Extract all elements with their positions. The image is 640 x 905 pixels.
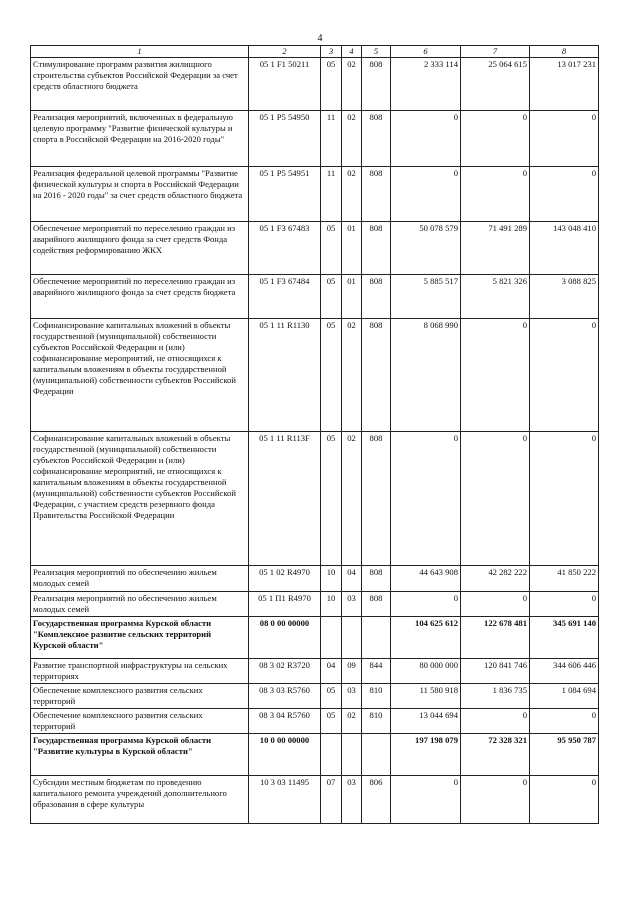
- table-row: [31, 565, 599, 591]
- row-name-cell: Развитие транспортной инфраструктуры на сельских территориях: [31, 658, 249, 683]
- row-value-2020-cell: 0: [461, 431, 530, 565]
- budget-table: [30, 45, 599, 824]
- row-value-2019-cell: 11 580 918: [391, 683, 461, 708]
- row-kvr-cell: 810: [362, 683, 391, 708]
- table-row: [31, 166, 599, 221]
- row-name-cell: Обеспечение мероприятий по переселению граждан из аварийного жилищного фонда за счет средств бюджета: [31, 274, 249, 318]
- row-subsection-cell: 02: [342, 166, 362, 221]
- row-value-2020-cell: 42 282 222: [461, 565, 530, 591]
- row-value-2020-cell: 0: [461, 318, 530, 431]
- row-section-cell: 10: [321, 591, 342, 616]
- row-value-2021-cell: 345 691 140: [530, 616, 599, 658]
- row-name-cell: Софинансирование капитальных вложений в объекты государственной (муниципальной) собственности субъектов Российской Федерации и (или) софинансирование мероприятий, не относящихся к капитальным вложениям в объекты государственной (муниципальной) собственности субъектов Российской Федерации, с участием средств резервного фонда Правительства Российской Федерации: [31, 431, 249, 565]
- row-value-2019-cell: 50 078 579: [391, 221, 461, 274]
- row-kvr-cell: [362, 733, 391, 775]
- row-kvr-cell: 808: [362, 166, 391, 221]
- row-code-cell: 05 1 F3 67483: [249, 221, 321, 274]
- row-subsection-cell: 03: [342, 683, 362, 708]
- row-value-2020-cell: 71 491 289: [461, 221, 530, 274]
- column-header: 4: [342, 46, 362, 58]
- row-kvr-cell: 808: [362, 431, 391, 565]
- table-row: [31, 683, 599, 708]
- row-kvr-cell: 806: [362, 775, 391, 823]
- row-kvr-cell: 808: [362, 274, 391, 318]
- row-section-cell: [321, 616, 342, 658]
- row-section-cell: 11: [321, 110, 342, 166]
- row-value-2019-cell: 0: [391, 431, 461, 565]
- row-name-cell: Обеспечение комплексного развития сельских территорий: [31, 683, 249, 708]
- row-value-2020-cell: 0: [461, 708, 530, 733]
- column-header: 2: [249, 46, 321, 58]
- row-value-2021-cell: 344 606 446: [530, 658, 599, 683]
- row-code-cell: 05 1 P5 54950: [249, 110, 321, 166]
- row-value-2021-cell: 0: [530, 318, 599, 431]
- row-code-cell: 05 1 F3 67484: [249, 274, 321, 318]
- column-header: 7: [461, 46, 530, 58]
- row-section-cell: 11: [321, 166, 342, 221]
- row-value-2020-cell: 5 821 326: [461, 274, 530, 318]
- row-name-cell: Обеспечение мероприятий по переселению граждан из аварийного жилищного фонда за счет средств Фонда содействия реформированию ЖКХ: [31, 221, 249, 274]
- row-name-cell: Обеспечение комплексного развития сельских территорий: [31, 708, 249, 733]
- row-value-2020-cell: 25 064 615: [461, 57, 530, 110]
- table-row: [31, 221, 599, 274]
- row-value-2019-cell: 0: [391, 591, 461, 616]
- column-header: 5: [362, 46, 391, 58]
- row-value-2021-cell: 0: [530, 110, 599, 166]
- row-value-2019-cell: 5 885 517: [391, 274, 461, 318]
- row-subsection-cell: 02: [342, 708, 362, 733]
- table-row: [31, 708, 599, 733]
- row-code-cell: 08 0 00 00000: [249, 616, 321, 658]
- row-name-cell: Реализация мероприятий по обеспечению жильем молодых семей: [31, 565, 249, 591]
- row-value-2019-cell: 44 643 908: [391, 565, 461, 591]
- row-section-cell: [321, 733, 342, 775]
- row-value-2019-cell: 13 044 694: [391, 708, 461, 733]
- row-subsection-cell: [342, 616, 362, 658]
- row-value-2019-cell: 8 068 990: [391, 318, 461, 431]
- row-kvr-cell: 808: [362, 318, 391, 431]
- row-section-cell: 05: [321, 57, 342, 110]
- table-header-row: [31, 46, 599, 58]
- row-code-cell: 08 3 04 R5760: [249, 708, 321, 733]
- row-section-cell: 05: [321, 221, 342, 274]
- row-value-2020-cell: 120 841 746: [461, 658, 530, 683]
- row-name-cell: Стимулирование программ развития жилищного строительства субъектов Российской Федерации за счет средств областного бюджета: [31, 57, 249, 110]
- row-code-cell: 05 1 П1 R4970: [249, 591, 321, 616]
- row-value-2019-cell: 0: [391, 110, 461, 166]
- row-code-cell: 05 1 P5 54951: [249, 166, 321, 221]
- row-value-2020-cell: 0: [461, 591, 530, 616]
- row-section-cell: 04: [321, 658, 342, 683]
- row-kvr-cell: 808: [362, 591, 391, 616]
- row-kvr-cell: 808: [362, 110, 391, 166]
- row-kvr-cell: 844: [362, 658, 391, 683]
- row-name-cell: Софинансирование капитальных вложений в объекты государственной (муниципальной) собственности субъектов Российской Федерации и (или) софинансирование мероприятий, не относящихся к капитальным вложениям в объекты государственной (муниципальной) собственности субъектов Российской Федерации: [31, 318, 249, 431]
- table-row: [31, 274, 599, 318]
- table-row: [31, 733, 599, 775]
- row-value-2021-cell: 0: [530, 708, 599, 733]
- row-subsection-cell: 02: [342, 110, 362, 166]
- row-section-cell: 05: [321, 708, 342, 733]
- row-code-cell: 05 1 F1 50211: [249, 57, 321, 110]
- row-section-cell: 05: [321, 274, 342, 318]
- row-name-cell: Государственная программа Курской области "Развитие культуры в Курской области": [31, 733, 249, 775]
- row-value-2021-cell: 3 088 825: [530, 274, 599, 318]
- table-row: [31, 616, 599, 658]
- column-header: 8: [530, 46, 599, 58]
- row-section-cell: 05: [321, 318, 342, 431]
- table-row: [31, 318, 599, 431]
- row-section-cell: 05: [321, 431, 342, 565]
- row-value-2020-cell: 0: [461, 110, 530, 166]
- row-name-cell: Реализация мероприятий, включенных в федеральную целевую программу "Развитие физической культуры и спорта в Российской Федерации на 2016-2020 годы": [31, 110, 249, 166]
- row-name-cell: Реализация федеральной целевой программы "Развитие физической культуры и спорта в Российской Федерации на 2016 - 2020 годы" за счет средств областного бюджета: [31, 166, 249, 221]
- row-subsection-cell: 04: [342, 565, 362, 591]
- row-value-2019-cell: 80 000 000: [391, 658, 461, 683]
- row-subsection-cell: 02: [342, 431, 362, 565]
- row-value-2021-cell: 0: [530, 775, 599, 823]
- column-header: 6: [391, 46, 461, 58]
- table-row: [31, 57, 599, 110]
- row-value-2019-cell: 197 198 079: [391, 733, 461, 775]
- row-name-cell: Субсидии местным бюджетам по проведению капитального ремонта учреждений дополнительного образования в сфере культуры: [31, 775, 249, 823]
- row-kvr-cell: 808: [362, 57, 391, 110]
- table-row: [31, 431, 599, 565]
- row-subsection-cell: 03: [342, 775, 362, 823]
- row-value-2020-cell: 122 678 481: [461, 616, 530, 658]
- table-row: [31, 591, 599, 616]
- row-kvr-cell: 808: [362, 565, 391, 591]
- row-subsection-cell: 01: [342, 274, 362, 318]
- row-value-2021-cell: 95 950 787: [530, 733, 599, 775]
- row-code-cell: 05 1 02 R4970: [249, 565, 321, 591]
- row-value-2019-cell: 0: [391, 775, 461, 823]
- row-code-cell: 10 0 00 00000: [249, 733, 321, 775]
- row-value-2021-cell: 13 017 231: [530, 57, 599, 110]
- table-row: [31, 110, 599, 166]
- row-kvr-cell: 810: [362, 708, 391, 733]
- row-name-cell: Реализация мероприятий по обеспечению жильем молодых семей: [31, 591, 249, 616]
- row-value-2021-cell: 0: [530, 431, 599, 565]
- row-value-2019-cell: 104 625 612: [391, 616, 461, 658]
- row-value-2021-cell: 143 048 410: [530, 221, 599, 274]
- row-value-2021-cell: 0: [530, 591, 599, 616]
- row-section-cell: 10: [321, 565, 342, 591]
- column-header: 1: [31, 46, 249, 58]
- row-code-cell: 10 3 03 11495: [249, 775, 321, 823]
- table-row: [31, 658, 599, 683]
- row-code-cell: 08 3 02 R3720: [249, 658, 321, 683]
- row-section-cell: 05: [321, 683, 342, 708]
- row-subsection-cell: 02: [342, 57, 362, 110]
- row-value-2020-cell: 1 836 735: [461, 683, 530, 708]
- table-row: [31, 775, 599, 823]
- row-value-2020-cell: 0: [461, 166, 530, 221]
- row-subsection-cell: 01: [342, 221, 362, 274]
- row-section-cell: 07: [321, 775, 342, 823]
- row-value-2019-cell: 2 333 114: [391, 57, 461, 110]
- row-subsection-cell: 02: [342, 318, 362, 431]
- row-code-cell: 08 3 03 R5760: [249, 683, 321, 708]
- column-header: 3: [321, 46, 342, 58]
- row-kvr-cell: [362, 616, 391, 658]
- row-value-2021-cell: 0: [530, 166, 599, 221]
- row-name-cell: Государственная программа Курской области "Комплексное развитие сельских территорий Курской области": [31, 616, 249, 658]
- row-value-2020-cell: 72 328 321: [461, 733, 530, 775]
- row-subsection-cell: 03: [342, 591, 362, 616]
- row-value-2021-cell: 41 850 222: [530, 565, 599, 591]
- row-subsection-cell: [342, 733, 362, 775]
- row-code-cell: 05 1 11 R113F: [249, 431, 321, 565]
- row-code-cell: 05 1 11 R1130: [249, 318, 321, 431]
- row-value-2020-cell: 0: [461, 775, 530, 823]
- row-value-2021-cell: 1 084 694: [530, 683, 599, 708]
- row-kvr-cell: 808: [362, 221, 391, 274]
- row-value-2019-cell: 0: [391, 166, 461, 221]
- page-number: 4: [317, 33, 323, 44]
- row-subsection-cell: 09: [342, 658, 362, 683]
